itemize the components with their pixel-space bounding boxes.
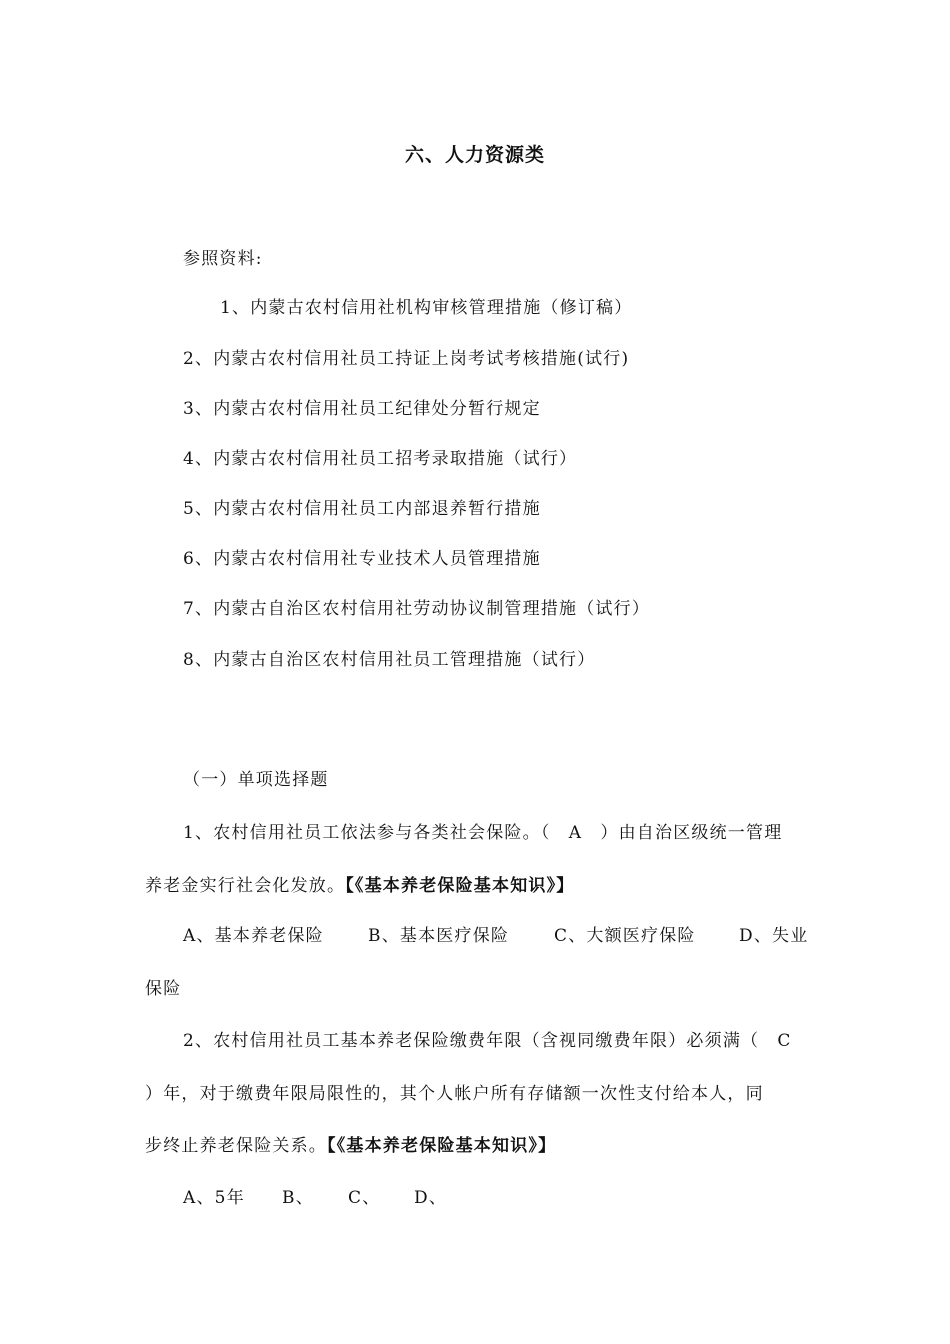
reference-item: 3、内蒙古农村信用社员工纪律处分暂行规定 [183, 399, 541, 419]
option-b: B、基本医疗保险 [368, 926, 510, 946]
option-a: A、基本养老保险 [183, 926, 324, 946]
question-2-text: 2、农村信用社员工基本养老保险缴费年限（含视同缴费年限）必须满（ C [183, 1031, 792, 1051]
question-2-source: 【《基本养老保险基本知识》】 [327, 1136, 557, 1156]
question-1-source: 【《基本养老保险基本知识》】 [345, 876, 575, 896]
option-d: D、 [414, 1188, 448, 1208]
reference-heading: 参照资料: [183, 249, 263, 269]
option-b: B、 [282, 1188, 314, 1208]
reference-item: 1、内蒙古农村信用社机构审核管理措施（修订稿） [220, 298, 633, 318]
question-2-options [183, 1183, 447, 1208]
reference-item: 4、内蒙古农村信用社员工招考录取措施（试行） [183, 449, 578, 469]
question-2-continuation-2 [145, 1131, 556, 1156]
reference-item: 7、内蒙古自治区农村信用社劳动协议制管理措施（试行） [183, 599, 651, 619]
reference-item: 8、内蒙古自治区农村信用社员工管理措施（试行） [183, 650, 596, 670]
section-heading: （一）单项选择题 [183, 770, 329, 790]
question-1-options-cont: 保险 [145, 979, 182, 999]
reference-item: 6、内蒙古农村信用社专业技术人员管理措施 [183, 549, 541, 569]
option-c: C、 [348, 1188, 381, 1208]
option-d: D、失业 [739, 926, 809, 946]
reference-item: 5、内蒙古农村信用社员工内部退养暂行措施 [183, 499, 541, 519]
question-2-text-tail: 步终止养老保险关系。 [145, 1136, 327, 1156]
question-2-continuation: ）年，对于缴费年限局限性的，其个人帐户所有存储额一次性支付给本人，同 [145, 1084, 764, 1104]
reference-item: 2、内蒙古农村信用社员工持证上岗考试考核措施(试行) [183, 349, 630, 369]
option-c: C、大额医疗保险 [554, 926, 696, 946]
question-1-text: 1、农村信用社员工依法参与各类社会保险。（ A ）由自治区级统一管理 [183, 823, 783, 843]
question-1-options [183, 921, 808, 946]
page-title: 六、人力资源类 [404, 144, 545, 166]
question-1-continuation [145, 871, 575, 896]
option-a: A、5年 [183, 1188, 245, 1208]
question-1-text-tail: 养老金实行社会化发放。 [145, 876, 346, 896]
